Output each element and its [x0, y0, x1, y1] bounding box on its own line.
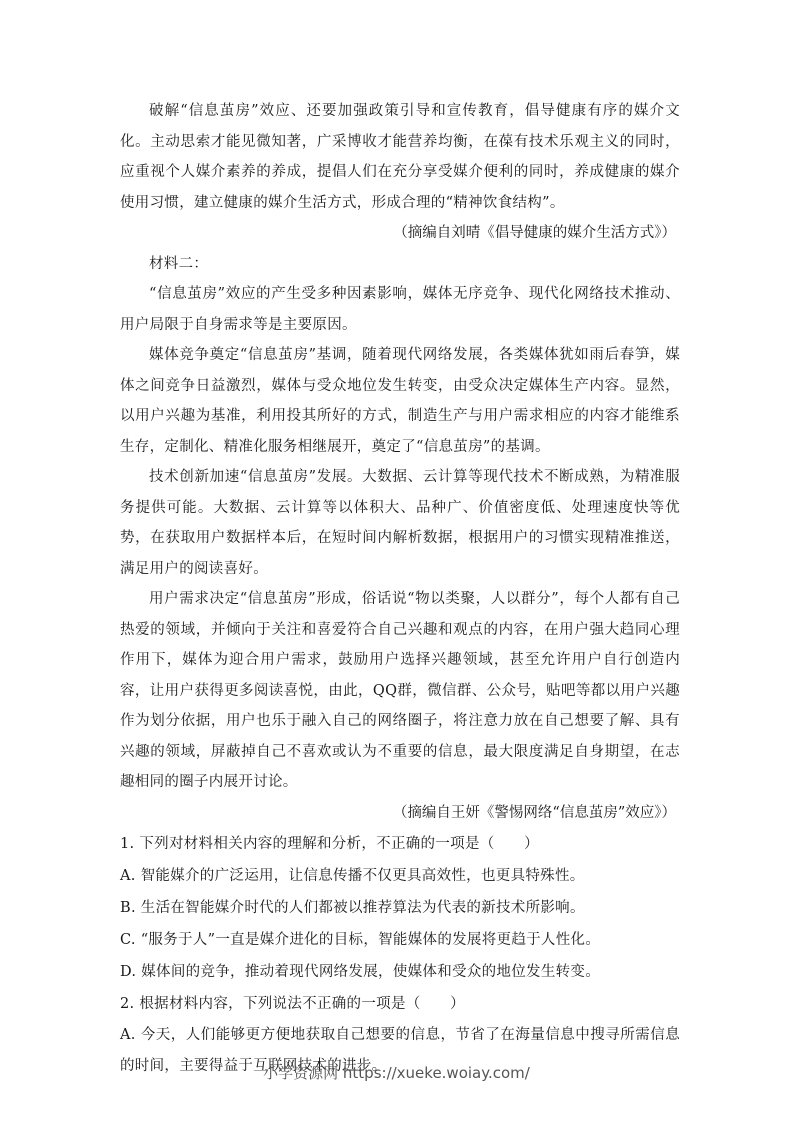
paragraph-policy-guidance: 破解“信息茧房”效应、还要加强政策引导和宣传教育，倡导健康有序的媒介文化。主动思索才能见微知著，广采博收才能营养均衡，在葆有技术乐观主义的同时，应重视个人媒介素养的养成，提倡人们在充分享受媒介便利的同时，养成健康的媒介使用习惯，建立健康的媒介生活方式，形成合理的“精神饮食结构”。 [120, 103, 680, 211]
question-1-option-a: A. 智能媒介的广泛运用，让信息传播不仅更具高效性，也更具特殊性。 [120, 868, 585, 884]
material-2-heading: 材料二： [149, 255, 209, 272]
question-1 [120, 828, 680, 988]
question-2-option-a: A. 今天，人们能够更方便地获取自己想要的信息，节省了在海量信息中搜寻所需信息的时间，主要得益于互联网技术的进步。 [120, 1027, 680, 1074]
source-citation-2: （摘编自王妍《警惕网络“信息茧房”效应》） [392, 804, 676, 821]
paragraph-tech-innovation: 技术创新加速“信息茧房”发展。大数据、云计算等现代技术不断成熟，为精准服务提供可能。大数据、云计算等以体积大、品种广、价值密度低、处理速度快等优势，在获取用户数据样本后，在短时间内解析数据，根据用户的习惯实现精准推送，满足用户的阅读喜好。 [120, 469, 680, 577]
paragraph-causes: “信息茧房”效应的产生受多种因素影响，媒体无序竞争、现代化网络技术推动、用户局限于自身需求等是主要原因。 [120, 286, 680, 333]
question-1-option-d: D. 媒体间的竞争，推动着现代网络发展，使媒体和受众的地位发生转变。 [120, 964, 601, 980]
question-1-stem: 1. 下列对材料相关内容的理解和分析，不正确的一项是（ ） [120, 836, 539, 852]
question-1-option-b: B. 生活在智能媒介时代的人们都被以推荐算法为代表的新技术所影响。 [120, 900, 585, 916]
question-2-stem: 2. 根据材料内容，下列说法不正确的一项是（ ） [120, 996, 465, 1012]
source-citation-1: （摘编自刘晴《倡导健康的媒介生活方式》） [393, 225, 676, 241]
paragraph-media-competition: 媒体竞争奠定“信息茧房”基调，随着现代网络发展，各类媒体犹如雨后春笋，媒体之间竞争日益激烈，媒体与受众地位发生转变，由受众决定媒体生产内容。显然，以用户兴趣为基准，利用投其所好的方式，制造生产与用户需求相应的内容才能维系生存，定制化、精准化服务相继展开，奠定了“信息茧房”的基调。 [120, 347, 680, 455]
document-page [120, 96, 680, 1082]
paragraph-user-demand: 用户需求决定“信息茧房”形成，俗话说“物以类聚，人以群分”，每个人都有自己热爱的领域，并倾向于关注和喜爱符合自己兴趣和观点的内容，在用户强大趋同心理作用下，媒体为迎合用户需求，鼓励用户选择兴趣领域，甚至允许用户自行创造内容，让用户获得更多阅读喜悦，由此，QQ群，微信群、公众号，贴吧等都以用户兴趣作为划分依据，用户也乐于融入自己的网络圈子，将注意力放在自己想要了解、具有兴趣的领域，屏蔽掉自己不喜欢或认为不重要的信息，最大限度满足自身期望，在志趣相同的圈子内展开讨论。 [120, 591, 680, 790]
question-1-option-c: C. “服务于人”一直是媒介进化的目标，智能媒体的发展将更趋于人性化。 [120, 932, 601, 948]
footer-watermark: 小学资源网 https://xueke.woiay.com/ [263, 1064, 530, 1082]
